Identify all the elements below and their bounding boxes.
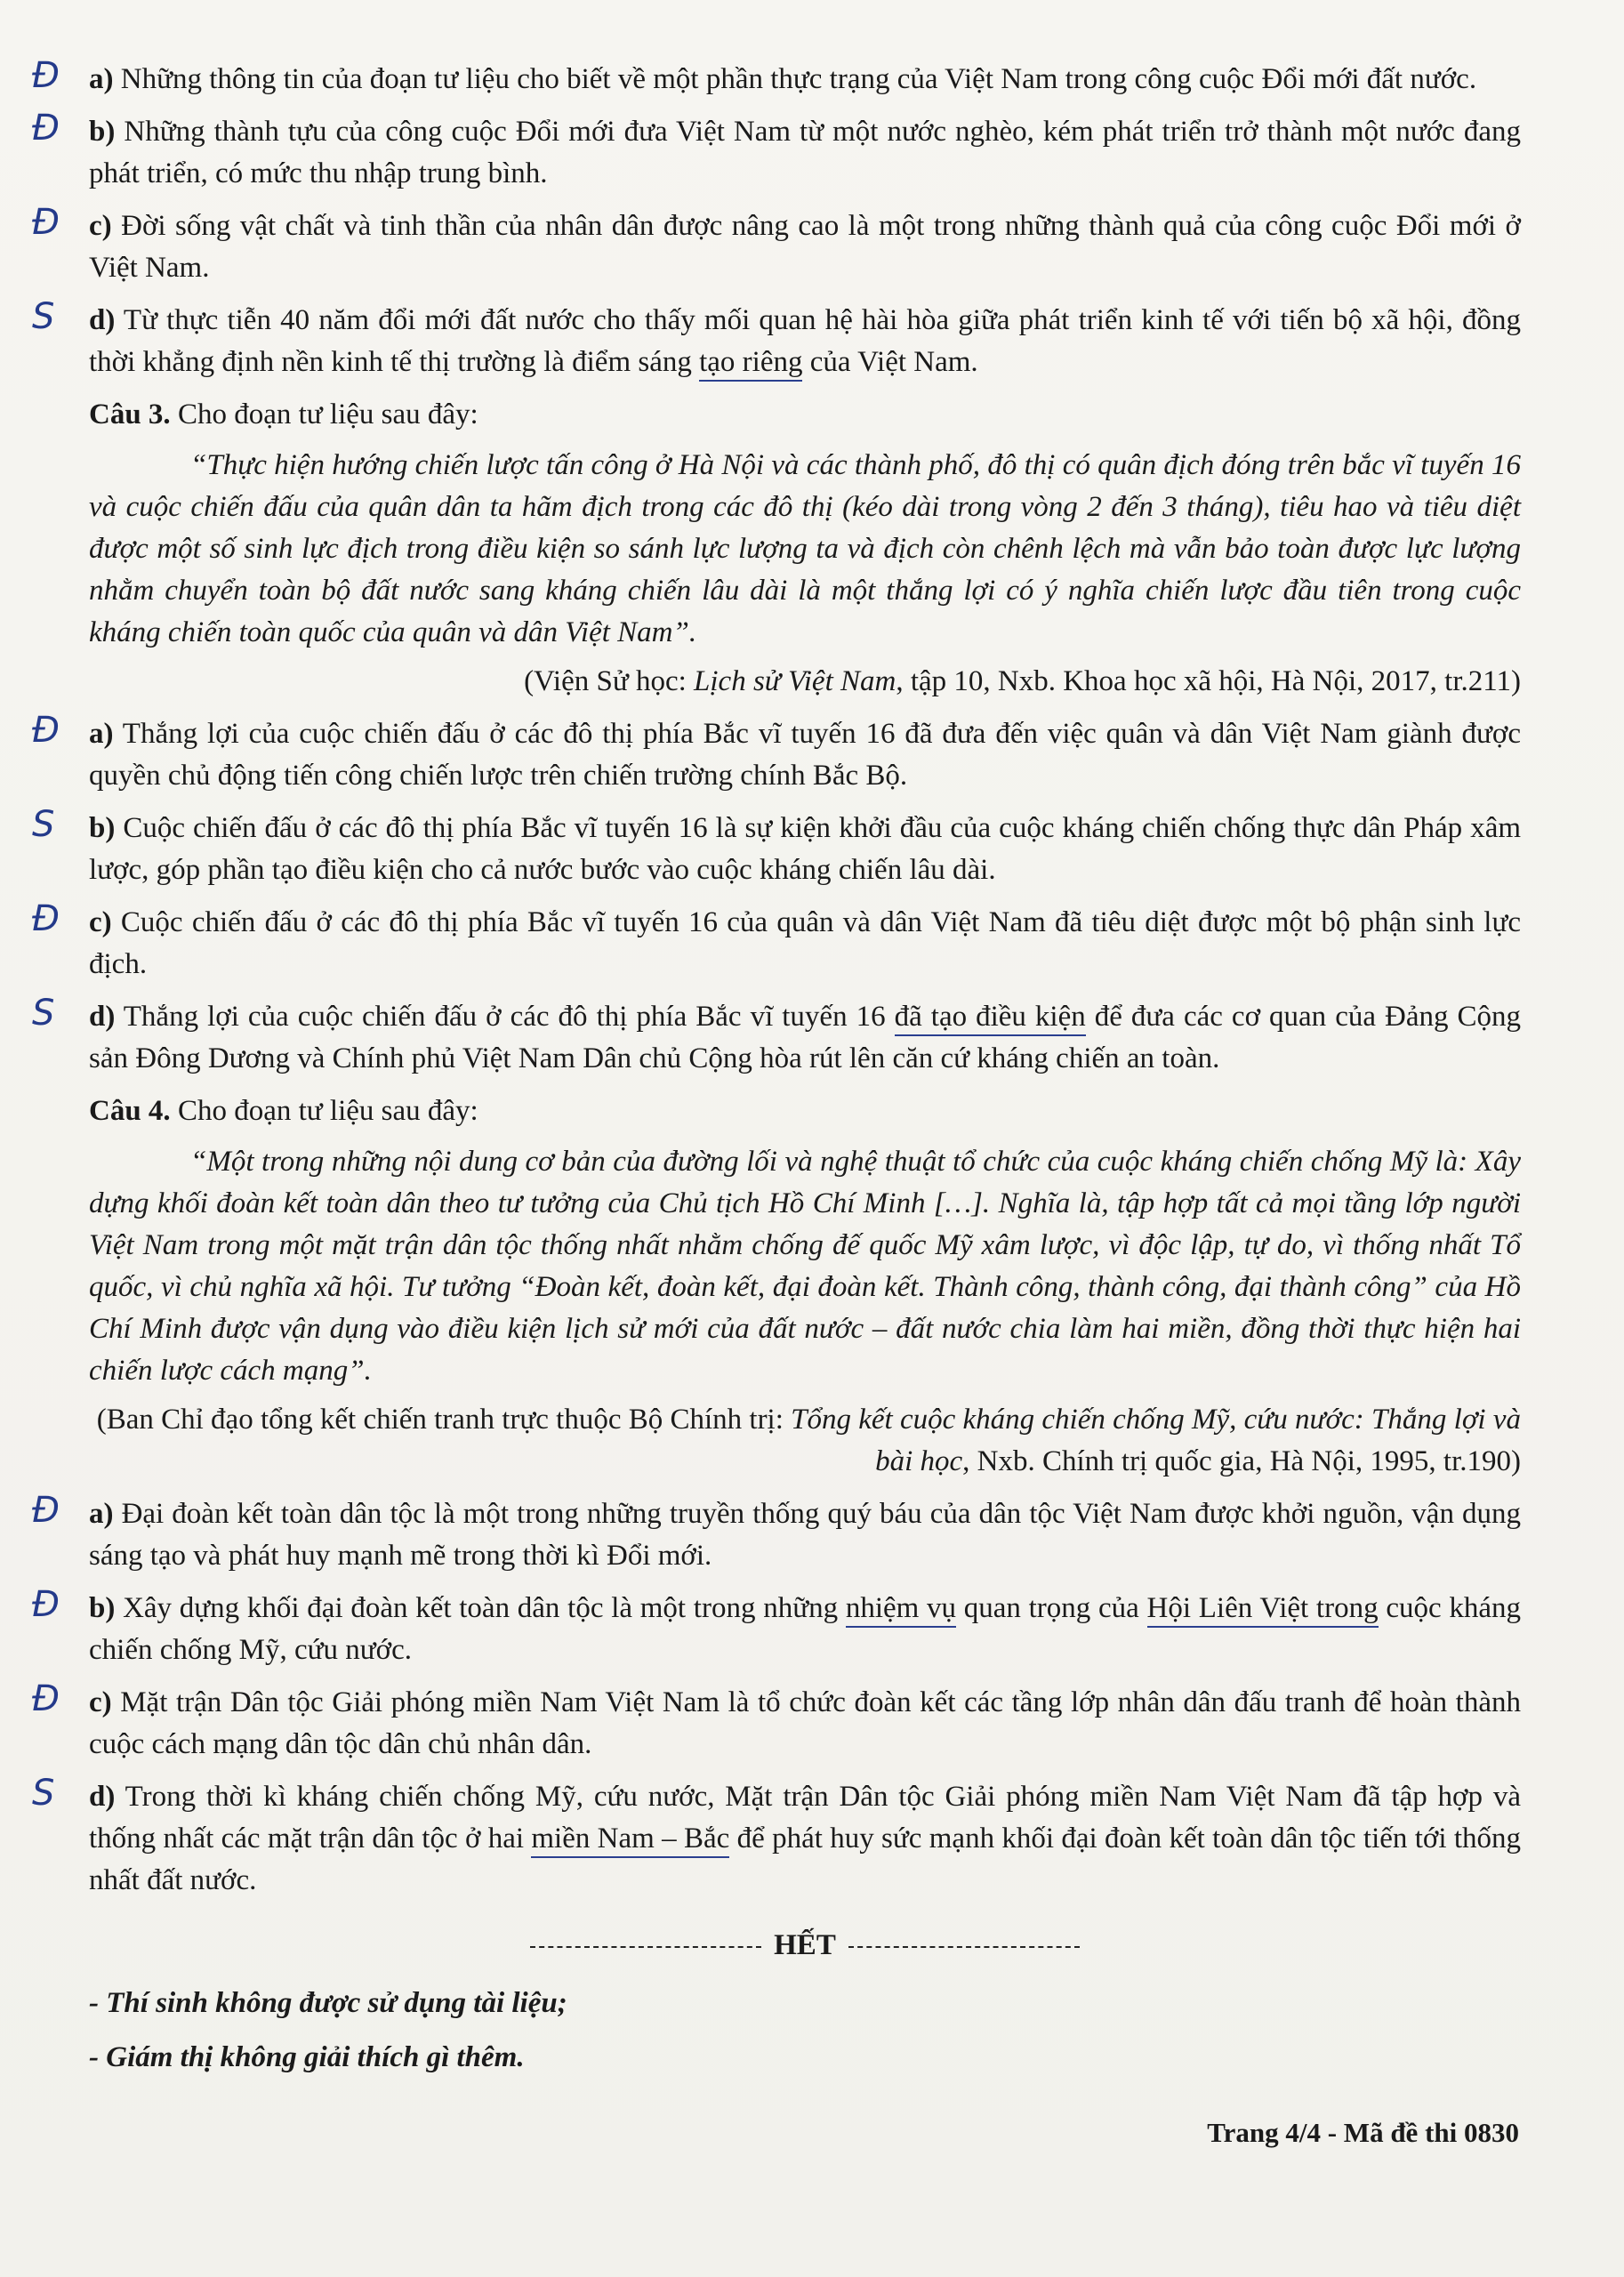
handwritten-underline: nhiệm vụ [845, 1592, 957, 1624]
divider [848, 1946, 1080, 1948]
handwritten-mark: Đ [32, 202, 60, 243]
handwritten-mark: Đ [32, 1678, 60, 1719]
statement-text: Đại đoàn kết toàn dân tộc là một trong những truyền thống quý báu của dân tộc Việt Nam được khởi nguồn, vận dụng sáng tạo và phát huy mạnh mẽ trong thời kì Đổi mới. [89, 1498, 1522, 1572]
question-intro: Cho đoạn tư liệu sau đây: [177, 1095, 478, 1127]
q2-statement-d [32, 296, 1521, 383]
question-number: Câu 4. [89, 1095, 171, 1127]
statement-label: d) [89, 1001, 116, 1033]
statement-text: Những thành tựu của công cuộc Đổi mới đưa Việt Nam từ một nước nghèo, kém phát triển trở thành một nước đang phát triển, có mức thu nhập trung bình. [89, 116, 1521, 189]
question-number: Câu 3. [89, 398, 171, 430]
end-label: HẾT [774, 1929, 836, 1961]
statement-label: b) [89, 1592, 116, 1624]
statement-text: Từ thực tiễn 40 năm đổi mới đất nước cho thấy mối quan hệ hài hòa giữa phát triển kinh tế với tiến bộ xã hội, đồng thời khẳng định nền kinh tế thị trường là điểm sáng [89, 304, 1521, 378]
handwritten-underline: Hội Liên Việt trong [1146, 1592, 1379, 1624]
q4-statement-a [32, 1490, 1522, 1577]
handwritten-mark: S [32, 296, 55, 337]
statement-label: d) [89, 1781, 116, 1813]
statement-text: Cuộc chiến đấu ở các đô thị phía Bắc vĩ tuyến 16 là sự kiện khởi đầu của cuộc kháng chiến chống thực dân Pháp xâm lược, góp phần tạo điều kiện cho cả nước bước vào cuộc kháng chiến lâu dài. [89, 812, 1522, 886]
handwritten-mark: S [32, 1773, 55, 1814]
exam-content [32, 55, 1522, 2091]
question-4-source: (Ban Chỉ đạo tổng kết chiến tranh trực thuộc Bộ Chính trị: Tổng kết cuộc kháng chiến chống Mỹ, cứu nước: Thắng lợi và bài học, Nxb. Chính trị quốc gia, Hà Nội, 1995, tr.190) [96, 1404, 1521, 1477]
handwritten-underline: miền Nam – Bắc [531, 1822, 730, 1855]
question-intro: Cho đoạn tư liệu sau đây: [177, 398, 478, 430]
statement-text: quan trọng của [956, 1592, 1147, 1624]
q2-statement-a [32, 55, 1521, 101]
question-4-quote: “Một trong những nội dung cơ bản của đường lối và nghệ thuật tổ chức của cuộc kháng chiến chống Mỹ là: Xây dựng khối đoàn kết toàn dân theo tư tưởng của Chủ tịch Hồ Chí Minh […]. Nghĩa là, tập hợp tất cả mọi tầng lớp người Việt Nam trong một mặt trận dân tộc thống nhất nhằm chống đế quốc Mỹ xâm lược, vì độc lập, tự do, vì thống nhất Tổ quốc, vì chủ nghĩa xã hội. Tư tưởng “Đoàn kết, đoàn kết, đại đoàn kết. Thành công, thành công, đại thành công” của Hồ Chí Minh được vận dụng vào điều kiện lịch sử mới của đất nước – đất nước chia làm hai miền, đồng thời thực hiện hai chiến lược cách mạng”. [89, 1146, 1521, 1387]
q3-statement-d [32, 993, 1522, 1080]
handwritten-underline: đã tạo điều kiện [894, 1001, 1086, 1033]
exam-note: - Giám thị không giải thích gì thêm. [89, 2041, 525, 2073]
statement-label: c) [89, 1686, 112, 1718]
handwritten-mark: Đ [32, 55, 60, 96]
statement-text: Thắng lợi của cuộc chiến đấu ở các đô thị phía Bắc vĩ tuyến 16 đã đưa đến việc quân và dân Việt Nam giành được quyền chủ động tiến công chiến lược trên chiến trường chính Bắc Bộ. [89, 718, 1521, 792]
end-marker [89, 1925, 1521, 1967]
page-footer: Trang 4/4 - Mã đề thi 0830 [1207, 2117, 1519, 2148]
statement-label: a) [89, 1498, 114, 1530]
statement-text: Mặt trận Dân tộc Giải phóng miền Nam Việt Nam là tổ chức đoàn kết các tầng lớp nhân dân đấu tranh để hoàn thành cuộc cách mạng dân tộc dân chủ nhân dân. [89, 1686, 1521, 1760]
statement-label: b) [89, 812, 116, 844]
q4-statement-d [32, 1773, 1521, 1902]
statement-label: c) [89, 210, 112, 242]
divider [530, 1946, 761, 1948]
statement-text: Những thông tin của đoạn tư liệu cho biết về một phần thực trạng của Việt Nam trong công cuộc Đổi mới đất nước. [120, 63, 1477, 95]
statement-label: b) [89, 116, 116, 148]
statement-label: c) [89, 906, 112, 938]
statement-text: của Việt Nam. [802, 346, 978, 378]
statement-text: Trong thời kì kháng chiến chống Mỹ, cứu nước, Mặt trận Dân tộc Giải phóng miền Nam Việt Nam đã tập hợp và thống nhất các mặt trận dân tộc ở hai [89, 1781, 1521, 1855]
handwritten-mark: Đ [32, 898, 60, 939]
statement-text: Thắng lợi của cuộc chiến đấu ở các đô thị phía Bắc vĩ tuyến 16 [123, 1001, 895, 1033]
q2-statement-b [32, 108, 1521, 195]
statement-text: để đưa các cơ quan của Đảng Cộng sản Đông Dương và Chính phủ Việt Nam Dân chủ Cộng hòa rút lên căn cứ kháng chiến an toàn. [89, 1001, 1522, 1074]
q3-statement-a [32, 710, 1521, 797]
handwritten-mark: Đ [32, 1490, 60, 1531]
question-3-quote: “Thực hiện hướng chiến lược tấn công ở Hà Nội và các thành phố, đô thị có quân địch đóng trên bắc vĩ tuyến 16 và cuộc chiến đấu của quân dân ta hãm địch trong các đô thị (kéo dài trong vòng 2 đến 3 tháng), tiêu hao và tiêu diệt được một số sinh lực địch trong điều kiện so sánh lực lượng ta và địch còn chênh lệch mà vẫn bảo toàn được lực lượng nhằm chuyển toàn bộ đất nước sang kháng chiến lâu dài là một thắng lợi có ý nghĩa chiến lược đầu tiên trong cuộc kháng chiến toàn quốc của quân và dân Việt Nam”. [89, 449, 1521, 648]
statement-label: d) [89, 304, 116, 336]
q2-statement-c [32, 202, 1522, 289]
exam-note: - Thí sinh không được sử dụng tài liệu; [89, 1987, 567, 2019]
question-4-heading [89, 1090, 1521, 1132]
statement-text: Đời sống vật chất và tinh thần của nhân dân được nâng cao là một trong những thành quả của công cuộc Đổi mới ở Việt Nam. [89, 210, 1522, 284]
q4-statement-b [32, 1584, 1522, 1671]
statement-label: a) [89, 718, 114, 750]
statement-text: để phát huy sức mạnh khối đại đoàn kết toàn dân tộc tiến tới thống nhất đất nước. [89, 1822, 1521, 1896]
handwritten-underline: tạo riêng [699, 346, 803, 378]
q3-statement-b [32, 804, 1522, 891]
question-3-heading [89, 394, 1521, 436]
statement-label: a) [89, 63, 114, 95]
handwritten-mark: Đ [32, 1584, 60, 1625]
handwritten-mark: S [32, 993, 55, 1034]
statement-text: Xây dựng khối đại đoàn kết toàn dân tộc là một trong những [123, 1592, 846, 1624]
handwritten-mark: Đ [32, 108, 60, 149]
handwritten-mark: Đ [32, 710, 60, 751]
handwritten-mark: S [32, 804, 55, 845]
question-3-source: (Viện Sử học: Lịch sử Việt Nam, tập 10, Nxb. Khoa học xã hội, Hà Nội, 2017, tr.211) [524, 665, 1521, 697]
statement-text: cuộc kháng chiến chống Mỹ, cứu nước. [89, 1592, 1522, 1666]
q4-statement-c [32, 1678, 1521, 1766]
statement-text: Cuộc chiến đấu ở các đô thị phía Bắc vĩ tuyến 16 của quân và dân Việt Nam đã tiêu diệt được một bộ phận sinh lực địch. [89, 906, 1522, 980]
q3-statement-c [32, 898, 1522, 986]
